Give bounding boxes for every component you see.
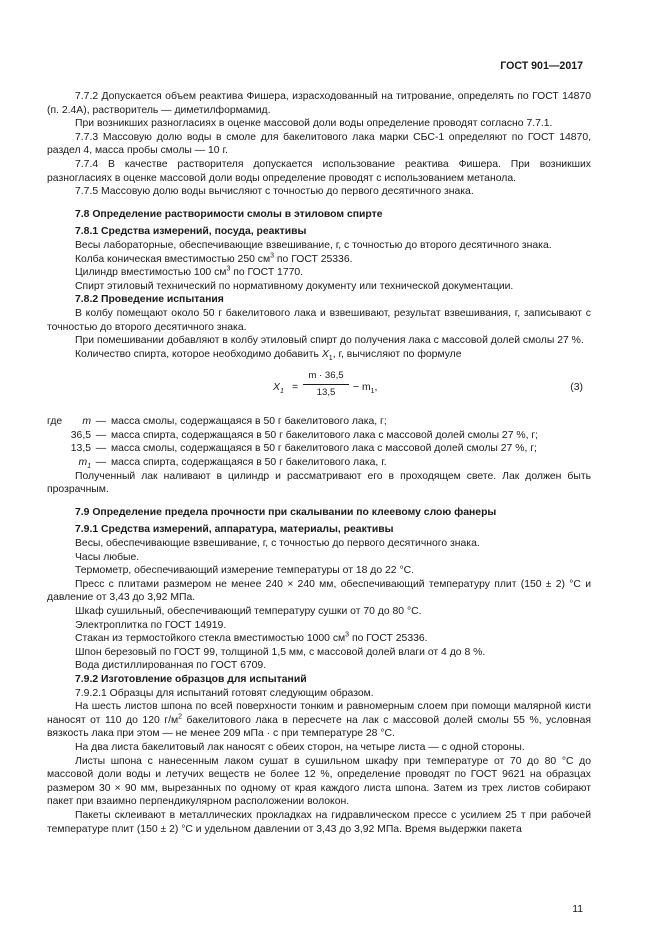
sample-paragraph-1: 7.9.2.1 Образцы для испытаний готовят следующим образом. bbox=[75, 687, 374, 699]
formula-3 bbox=[47, 367, 591, 411]
paragraph-7-7-3: 7.7.3 Массовую долю воды в смоле для бакелитового лака марки СБС-1 определяют по ГОСТ 14870, раздел 4, масса пробы смолы — 10 г. bbox=[47, 131, 591, 157]
sample-paragraph-2: На шесть листов шпона по всей поверхности тонким и равномерным слоем при помощи малярной кисти наносят от 110 до 120 $г/м^2$ бакелитового лака в пересчете на лак с массовой долей смолы 55 %, условная вязкость лака при этом — не менее 209 мПа · с при температуре 28 °С. bbox=[47, 701, 591, 740]
formula-legend bbox=[47, 415, 591, 469]
material-veneer: Шпон березовый по ГОСТ 99, толщиной 1,5 мм, с массовой долей влаги от 4 до 8 %. bbox=[75, 646, 486, 658]
sample-paragraph-3: На два листа бакелитовый лак наносят с обеих сторон, на четыре листа — с одной стороны. bbox=[75, 741, 525, 753]
paragraph-7-7-5: 7.7.5 Массовую долю воды вычисляют с точностью до первого десятичного знака. bbox=[75, 186, 474, 198]
legend-dash: — bbox=[95, 429, 107, 441]
legend-description: масса смолы, содержащаяся в 50 г бакелитового лака с массовой долей смолы 27 %, г; bbox=[111, 443, 537, 455]
test-paragraph-4: Полученный лак наливают в цилиндр и рассматривают его в проходящем свете. Лак должен быть прозрачным. bbox=[47, 470, 591, 496]
paragraph-7-7-2-note: При возникших разногласиях в оценке массовой доли воды определение проводят согласно 7.7.1. bbox=[75, 118, 553, 130]
material-water: Вода дистиллированная по ГОСТ 6709. bbox=[75, 660, 267, 672]
legend-description: масса смолы, содержащаяся в 50 г бакелитового лака, г; bbox=[111, 416, 387, 428]
formula-equals: = bbox=[292, 382, 299, 394]
legend-symbol: 13,5 bbox=[70, 443, 91, 455]
section-heading-7-8: 7.8 Определение растворимости смолы в этиловом спирте bbox=[75, 208, 383, 220]
formula-denominator: 13,5 bbox=[316, 386, 336, 398]
equipment-flask: Колба коническая вместимостью 250 $см^3$ по ГОСТ 25336. bbox=[75, 252, 353, 265]
material-scales: Весы, обеспечивающие взвешивание, г, с точностью до первого десятичного знака. bbox=[75, 538, 480, 550]
page-number: 11 bbox=[572, 904, 583, 915]
subsection-heading-7-8-1: 7.8.1 Средства измерений, посуда, реактивы bbox=[75, 226, 307, 238]
equipment-spirit: Спирт этиловый технический по нормативному документу или технической документации. bbox=[75, 280, 514, 292]
material-beaker: Стакан из термостойкого стекла вместимостью 1000 $см^3$ по ГОСТ 25336. bbox=[75, 631, 428, 645]
legend-where-word: где bbox=[47, 416, 63, 428]
sample-paragraph-5: Пакеты склеивают в металлических прокладках на гидравлическом прессе с усилием 25 т при рабочей температуре плит (150 ± 2) °С и удельном давлении от 3,43 до 3,92 МПа. Время выдержки пакета bbox=[47, 809, 591, 835]
subsection-heading-7-8-2: 7.8.2 Проведение испытания bbox=[75, 294, 224, 306]
legend-description: масса спирта, содержащаяся в 50 г бакелитового лака, г. bbox=[111, 457, 387, 469]
material-oven: Шкаф сушильный, обеспечивающий температуру сушки от 70 до 80 °С. bbox=[75, 606, 422, 617]
section-heading-7-9: 7.9 Определение предела прочности при скалывании по клеевому слою фанеры bbox=[75, 506, 497, 518]
subsection-heading-7-9-1: 7.9.1 Средства измерений, аппаратура, материалы, реактивы bbox=[75, 524, 394, 536]
material-clock: Часы любые. bbox=[75, 551, 140, 563]
formula-minus-term: − $m_1$, bbox=[353, 382, 378, 396]
document-header: ГОСТ 901—2017 bbox=[500, 60, 583, 72]
test-paragraph-2: При помешивании добавляют в колбу этиловый спирт до получения лака с массовой долей смолы 27 %. bbox=[75, 335, 584, 347]
legend-symbol: 36,5 bbox=[70, 429, 91, 441]
paragraph-7-7-2: 7.7.2 Допускается объем реактива Фишера, израсходованный на титрование, определять по ГОСТ 14870 (п. 2.4А), растворитель — диметилформамид. bbox=[47, 91, 591, 116]
equipment-scales: Весы лабораторные, обеспечивающие взвешивание, г, с точностью до второго десятичного знака. bbox=[75, 239, 552, 251]
equipment-cylinder: Цилиндр вместимостью 100 $см^3$ по ГОСТ 1770. bbox=[75, 265, 304, 279]
material-hotplate: Электроплитка по ГОСТ 14919. bbox=[75, 619, 227, 631]
legend-dash: — bbox=[95, 443, 107, 455]
test-paragraph-3: Количество спирта, которое необходимо добавить $X_1$, г, вычисляют по формуле bbox=[75, 348, 462, 362]
sample-paragraph-4: Листы шпона с нанесенным лаком сушат в сушильном шкафу при температуре от 70 до 80 °С до массовой доли воды и летучих веществ не более 12 %, определение проводят по ГОСТ 9621 на образцах размером 30 × 90 мм, вырезанных по одному от края каждого листа шпона. Затем из трех листов собирают пакет при взаимно перпендикулярном расположении волокон. bbox=[47, 755, 591, 808]
formula-number: (3) bbox=[570, 382, 583, 394]
formula-lhs: $X_1$ bbox=[273, 382, 284, 396]
legend-description: масса спирта, содержащаяся в 50 г бакелитового лака с массовой долей смолы 27 %, г; bbox=[111, 429, 539, 441]
document-body bbox=[47, 90, 591, 836]
paragraph-7-7-4: 7.7.4 В качестве растворителя допускается использование реактива Фишера. При возникших разногласиях в оценке массовой доли воды определение проводят с использованием метанола. bbox=[47, 158, 591, 184]
legend-symbol: m bbox=[82, 416, 91, 428]
material-thermometer: Термометр, обеспечивающий измерение температуры от 18 до 22 °С. bbox=[75, 565, 415, 577]
legend-symbol: $m_1$ bbox=[78, 457, 91, 471]
test-paragraph-1: В колбу помещают около 50 г бакелитового лака и взвешивают, результат взвешивания, г, записывают с точностью до второго десятичного знака. bbox=[47, 307, 591, 333]
formula-numerator: m · 36,5 bbox=[303, 369, 349, 385]
legend-dash: — bbox=[95, 416, 107, 428]
subsection-heading-7-9-2: 7.9.2 Изготовление образцов для испытаний bbox=[75, 673, 307, 685]
legend-dash: — bbox=[95, 457, 107, 469]
material-press: Пресс с плитами размером не менее 240 × 240 мм, обеспечивающий температуру плит (150 ± 2) °С и давление от 3,43 до 3,92 МПа. bbox=[47, 578, 591, 604]
formula-fraction bbox=[303, 369, 349, 399]
